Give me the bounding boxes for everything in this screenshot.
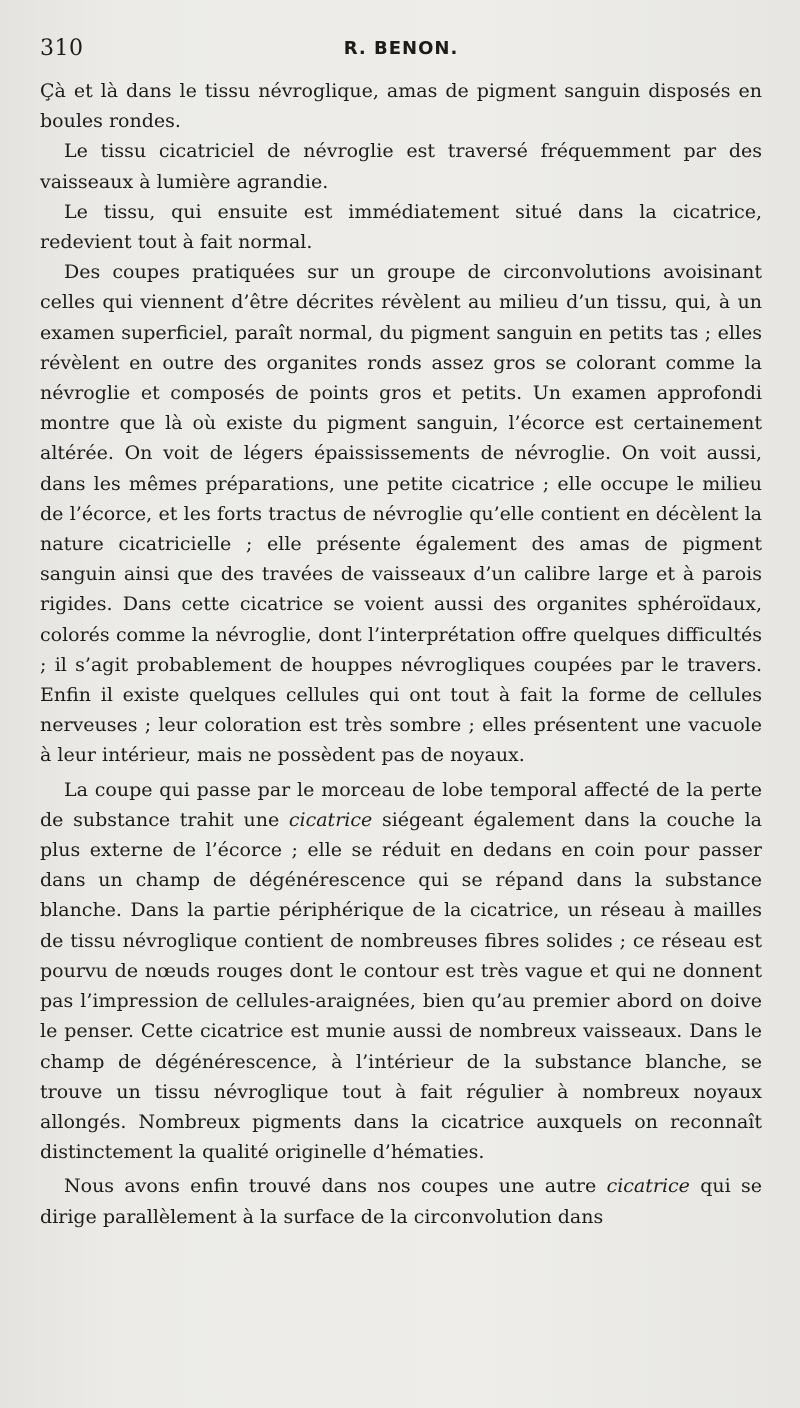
paragraph-text: Des coupes pratiquées sur un groupe de circonvolutions avoisinant celles qui viennent d’être décrites révèlent au milieu d’un tissu, qui, à un examen superficiel, paraît normal, du pigment sanguin en petits tas ; elles révèlent en outre des organites ronds assez gros se colorant comme la névroglie et composés de points gros et petits. Un examen approfondi montre que là où existe du pigment sanguin, l’écorce est certainement altérée. On voit de légers épaississements de névroglie. On voit aussi, dans les mêmes préparations, une petite cicatrice ; elle occupe le milieu de l’écorce, et les forts tractus de névroglie qu’elle contient en décèlent la nature cicatricielle ; elle présente également des amas de pigment sanguin ainsi que des travées de vaisseaux d’un calibre large et à parois rigides. Dans cette cicatrice se voient aussi des organites sphéroïdaux, colorés comme la névroglie, dont l’interprétation offre quelques difficultés ; il s’agit probablement de houppes névrogliques coupées par le travers. Enfin il existe quelques cellules qui ont tout à fait la forme de cellules nerveuses ; leur coloration est très sombre ; elles présentent une vacuole à leur intérieur, mais ne possèdent pas de noyaux.	[40, 261, 762, 767]
paragraph-text: Le tissu, qui ensuite est immédiatement situé dans la cicatrice, redevient tout à fait normal.	[40, 200, 762, 254]
paragraph	[40, 76, 762, 136]
paragraph-text: siégeant également dans la couche la plus externe de l’écorce ; elle se réduit en dedans en coin pour passer dans un champ de dégénérescence qui se répand dans la substance blanche. Dans la partie périphérique de la cicatrice, un réseau à mailles de tissu névroglique contient de nombreuses fibres solides ; ce réseau est pourvu de nœuds rouges dont le contour est très vague et qui ne donnent pas l’impression de cellules-araignées, bien qu’au premier abord on doive le penser. Cette cicatrice est munie aussi de nombreux vaisseaux. Dans le champ de dégénérescence, à l’intérieur de la substance blanche, se trouve un tissu névroglique tout à fait régulier à nombreux noyaux allongés. Nombreux pigments dans la cicatrice auxquels on reconnaît distinctement la qualité originelle d’hématies.	[40, 808, 762, 1164]
paragraph	[40, 1171, 762, 1231]
paragraph-text: Nous avons enfin trouvé dans nos coupes une autre	[64, 1175, 607, 1198]
body-text	[40, 76, 762, 1232]
paragraph-text: qui se dirige parallèlement à la surface de la circonvolution dans	[40, 1175, 762, 1228]
italic-term: cicatrice	[288, 808, 373, 831]
paragraph	[40, 257, 762, 770]
paragraph-text: Çà et là dans le tissu névroglique, amas de pigment sanguin disposés en boules rondes.	[40, 80, 762, 133]
paragraph	[40, 775, 762, 1168]
italic-term: cicatrice	[606, 1175, 690, 1198]
paragraph	[40, 197, 762, 257]
page-number: 310	[40, 36, 84, 61]
paragraph-text: Le tissu cicatriciel de névroglie est traversé fréquemment par des vaisseaux à lumière agrandie.	[40, 140, 762, 193]
paragraph-text: La coupe qui passe par le morceau de lobe temporal affecté de la perte de substance trahit une	[40, 778, 762, 831]
running-head: R. BENON.	[343, 38, 459, 59]
page-header	[40, 36, 762, 66]
paragraph	[40, 136, 762, 196]
